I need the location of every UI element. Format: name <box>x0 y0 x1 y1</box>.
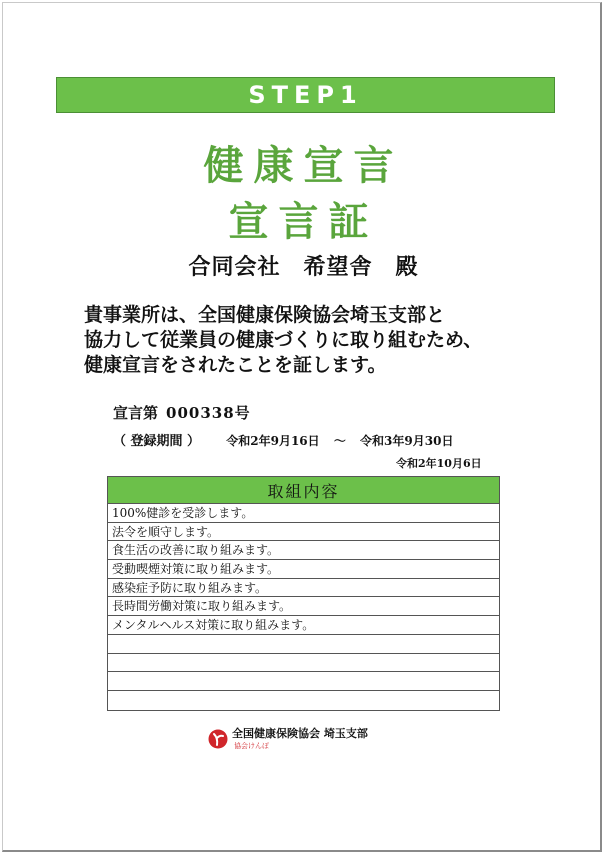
certification-line: 協力して従業員の健康づくりに取り組むため、 <box>84 329 483 351</box>
declaration-label: 宣言第 <box>113 404 159 422</box>
registration-period <box>113 430 493 449</box>
efforts-row <box>108 635 499 654</box>
declaration-value: 000338号 <box>166 404 251 422</box>
efforts-header: 取組内容 <box>108 477 499 504</box>
title-line-2: 宣言証 <box>228 199 379 245</box>
efforts-row: 感染症予防に取り組みます。 <box>108 579 499 598</box>
registration-start: 令和2年9月16日 <box>226 434 320 448</box>
efforts-row: 受動喫煙対策に取り組みます。 <box>108 560 499 579</box>
certification-text <box>84 303 554 378</box>
registration-end: 令和3年9月30日 <box>360 434 454 448</box>
company-name: 合同会社 希望舎 殿 <box>188 255 419 280</box>
declaration-number <box>113 402 251 423</box>
page-border <box>2 2 602 852</box>
registration-separator: ～ <box>333 434 346 448</box>
issue-date: 令和2年10月6日 <box>396 457 482 470</box>
efforts-row: 100%健診を受診します。 <box>108 504 499 523</box>
title-line-1: 健康宣言 <box>203 143 404 189</box>
footer <box>208 727 368 753</box>
efforts-row: 長時間労働対策に取り組みます。 <box>108 597 499 616</box>
step-banner: STEP1 <box>56 77 555 113</box>
footer-org-name: 全国健康保険協会 埼玉支部 <box>232 727 368 740</box>
efforts-row <box>108 691 499 710</box>
certification-line: 健康宣言をされたことを証します。 <box>84 354 387 376</box>
efforts-row <box>108 672 499 691</box>
footer-text <box>232 727 368 751</box>
efforts-table <box>107 476 500 711</box>
efforts-row: 法令を順守します。 <box>108 523 499 542</box>
registration-label: （ 登録期間 ） <box>113 434 201 449</box>
efforts-row <box>108 654 499 673</box>
kyokai-kenpo-logo-icon <box>208 729 228 749</box>
efforts-row: メンタルヘルス対策に取り組みます。 <box>108 616 499 635</box>
efforts-row: 食生活の改善に取り組みます。 <box>108 541 499 560</box>
certification-line: 貴事業所は、全国健康保険協会埼玉支部と <box>84 304 446 326</box>
footer-subtitle: 協会けんぽ <box>234 742 269 750</box>
